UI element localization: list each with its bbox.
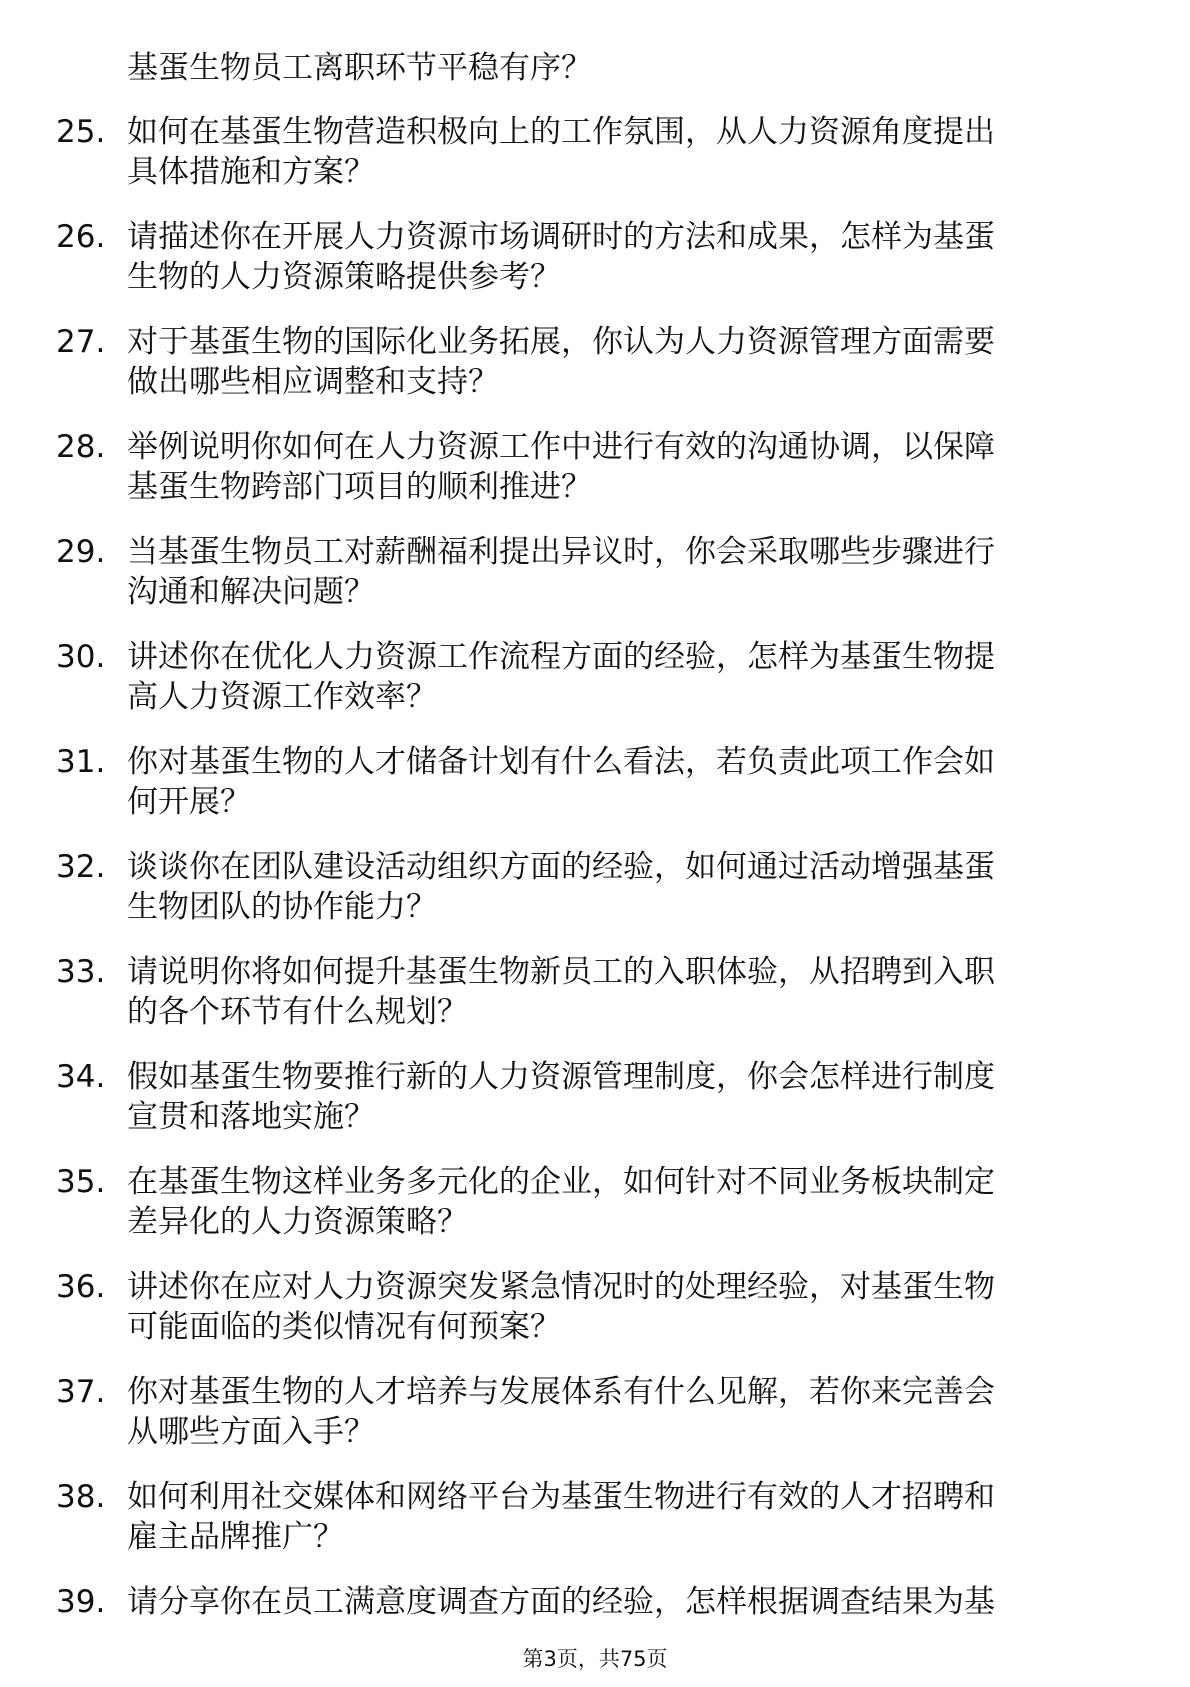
question-number: 31. bbox=[56, 744, 106, 780]
question-line: 宣贯和落地实施？ bbox=[127, 1099, 375, 1135]
question-line: 请说明你将如何提升基蛋生物新员工的入职体验，从招聘到入职 bbox=[127, 954, 995, 990]
question-text bbox=[127, 1267, 1127, 1347]
question-text bbox=[127, 532, 1127, 612]
question-number: 28. bbox=[56, 429, 106, 465]
question-line: 基蛋生物跨部门项目的顺利推进？ bbox=[127, 469, 592, 505]
question-list bbox=[0, 112, 1190, 1687]
question-text bbox=[127, 1162, 1127, 1242]
question-number: 27. bbox=[56, 324, 106, 360]
question-line: 的各个环节有什么规划？ bbox=[127, 994, 468, 1030]
question-line: 如何在基蛋生物营造积极向上的工作氛围，从人力资源角度提出 bbox=[127, 114, 995, 150]
question-number: 36. bbox=[56, 1269, 106, 1305]
question-line: 假如基蛋生物要推行新的人力资源管理制度，你会怎样进行制度 bbox=[127, 1059, 995, 1095]
list-item bbox=[0, 952, 1190, 1057]
question-number: 33. bbox=[56, 954, 106, 990]
question-text bbox=[127, 742, 1127, 822]
question-line: 雇主品牌推广？ bbox=[127, 1519, 344, 1555]
question-line: 你对基蛋生物的人才培养与发展体系有什么见解，若你来完善会 bbox=[127, 1374, 995, 1410]
question-number: 32. bbox=[56, 849, 106, 885]
question-line: 讲述你在应对人力资源突发紧急情况时的处理经验，对基蛋生物 bbox=[127, 1269, 995, 1305]
question-line: 请分享你在员工满意度调查方面的经验，怎样根据调查结果为基 bbox=[127, 1584, 995, 1620]
question-number: 26. bbox=[56, 219, 106, 255]
list-item bbox=[0, 637, 1190, 742]
question-line: 你对基蛋生物的人才储备计划有什么看法，若负责此项工作会如 bbox=[127, 744, 995, 780]
list-item bbox=[0, 847, 1190, 952]
question-line: 生物团队的协作能力？ bbox=[127, 889, 437, 925]
question-text bbox=[127, 952, 1127, 1032]
question-number: 38. bbox=[56, 1479, 106, 1515]
list-item bbox=[0, 427, 1190, 532]
question-text bbox=[127, 217, 1127, 297]
question-number: 29. bbox=[56, 534, 106, 570]
question-line: 谈谈你在团队建设活动组织方面的经验，如何通过活动增强基蛋 bbox=[127, 849, 995, 885]
list-item bbox=[0, 1372, 1190, 1477]
question-number: 35. bbox=[56, 1164, 106, 1200]
list-item bbox=[0, 1162, 1190, 1267]
question-line: 做出哪些相应调整和支持？ bbox=[127, 364, 499, 400]
question-number: 34. bbox=[56, 1059, 106, 1095]
list-item bbox=[0, 322, 1190, 427]
question-line: 具体措施和方案？ bbox=[127, 154, 375, 190]
list-item bbox=[0, 742, 1190, 847]
question-text bbox=[127, 1477, 1127, 1557]
question-text bbox=[127, 112, 1127, 192]
question-text bbox=[127, 637, 1127, 717]
question-number: 39. bbox=[56, 1584, 106, 1620]
question-line: 讲述你在优化人力资源工作流程方面的经验，怎样为基蛋生物提 bbox=[127, 639, 995, 675]
question-line: 请描述你在开展人力资源市场调研时的方法和成果，怎样为基蛋 bbox=[127, 219, 995, 255]
question-number: 37. bbox=[56, 1374, 106, 1410]
question-line: 何开展？ bbox=[127, 784, 251, 820]
question-number: 30. bbox=[56, 639, 106, 675]
question-line: 从哪些方面入手？ bbox=[127, 1414, 375, 1450]
question-line: 沟通和解决问题？ bbox=[127, 574, 375, 610]
question-line: 对于基蛋生物的国际化业务拓展，你认为人力资源管理方面需要 bbox=[127, 324, 995, 360]
list-item bbox=[0, 1477, 1190, 1582]
question-text bbox=[127, 427, 1127, 507]
question-line: 生物的人力资源策略提供参考？ bbox=[127, 259, 561, 295]
question-line: 当基蛋生物员工对薪酬福利提出异议时，你会采取哪些步骤进行 bbox=[127, 534, 995, 570]
list-item bbox=[0, 1267, 1190, 1372]
question-text bbox=[127, 1057, 1127, 1137]
question-text bbox=[127, 1372, 1127, 1452]
question-line: 高人力资源工作效率？ bbox=[127, 679, 437, 715]
continuation-text: 基蛋生物员工离职环节平稳有序？ bbox=[127, 50, 592, 86]
question-text bbox=[127, 322, 1127, 402]
list-item bbox=[0, 532, 1190, 637]
page-footer: 第3页，共75页 bbox=[522, 1647, 668, 1671]
list-item bbox=[0, 217, 1190, 322]
question-line: 如何利用社交媒体和网络平台为基蛋生物进行有效的人才招聘和 bbox=[127, 1479, 995, 1515]
question-line: 举例说明你如何在人力资源工作中进行有效的沟通协调，以保障 bbox=[127, 429, 995, 465]
question-line: 可能面临的类似情况有何预案？ bbox=[127, 1309, 561, 1345]
question-text bbox=[127, 847, 1127, 927]
question-line: 差异化的人力资源策略？ bbox=[127, 1204, 468, 1240]
list-item bbox=[0, 112, 1190, 217]
question-number: 25. bbox=[56, 114, 106, 150]
question-text bbox=[127, 1582, 1127, 1622]
question-line: 在基蛋生物这样业务多元化的企业，如何针对不同业务板块制定 bbox=[127, 1164, 995, 1200]
list-item bbox=[0, 1057, 1190, 1162]
